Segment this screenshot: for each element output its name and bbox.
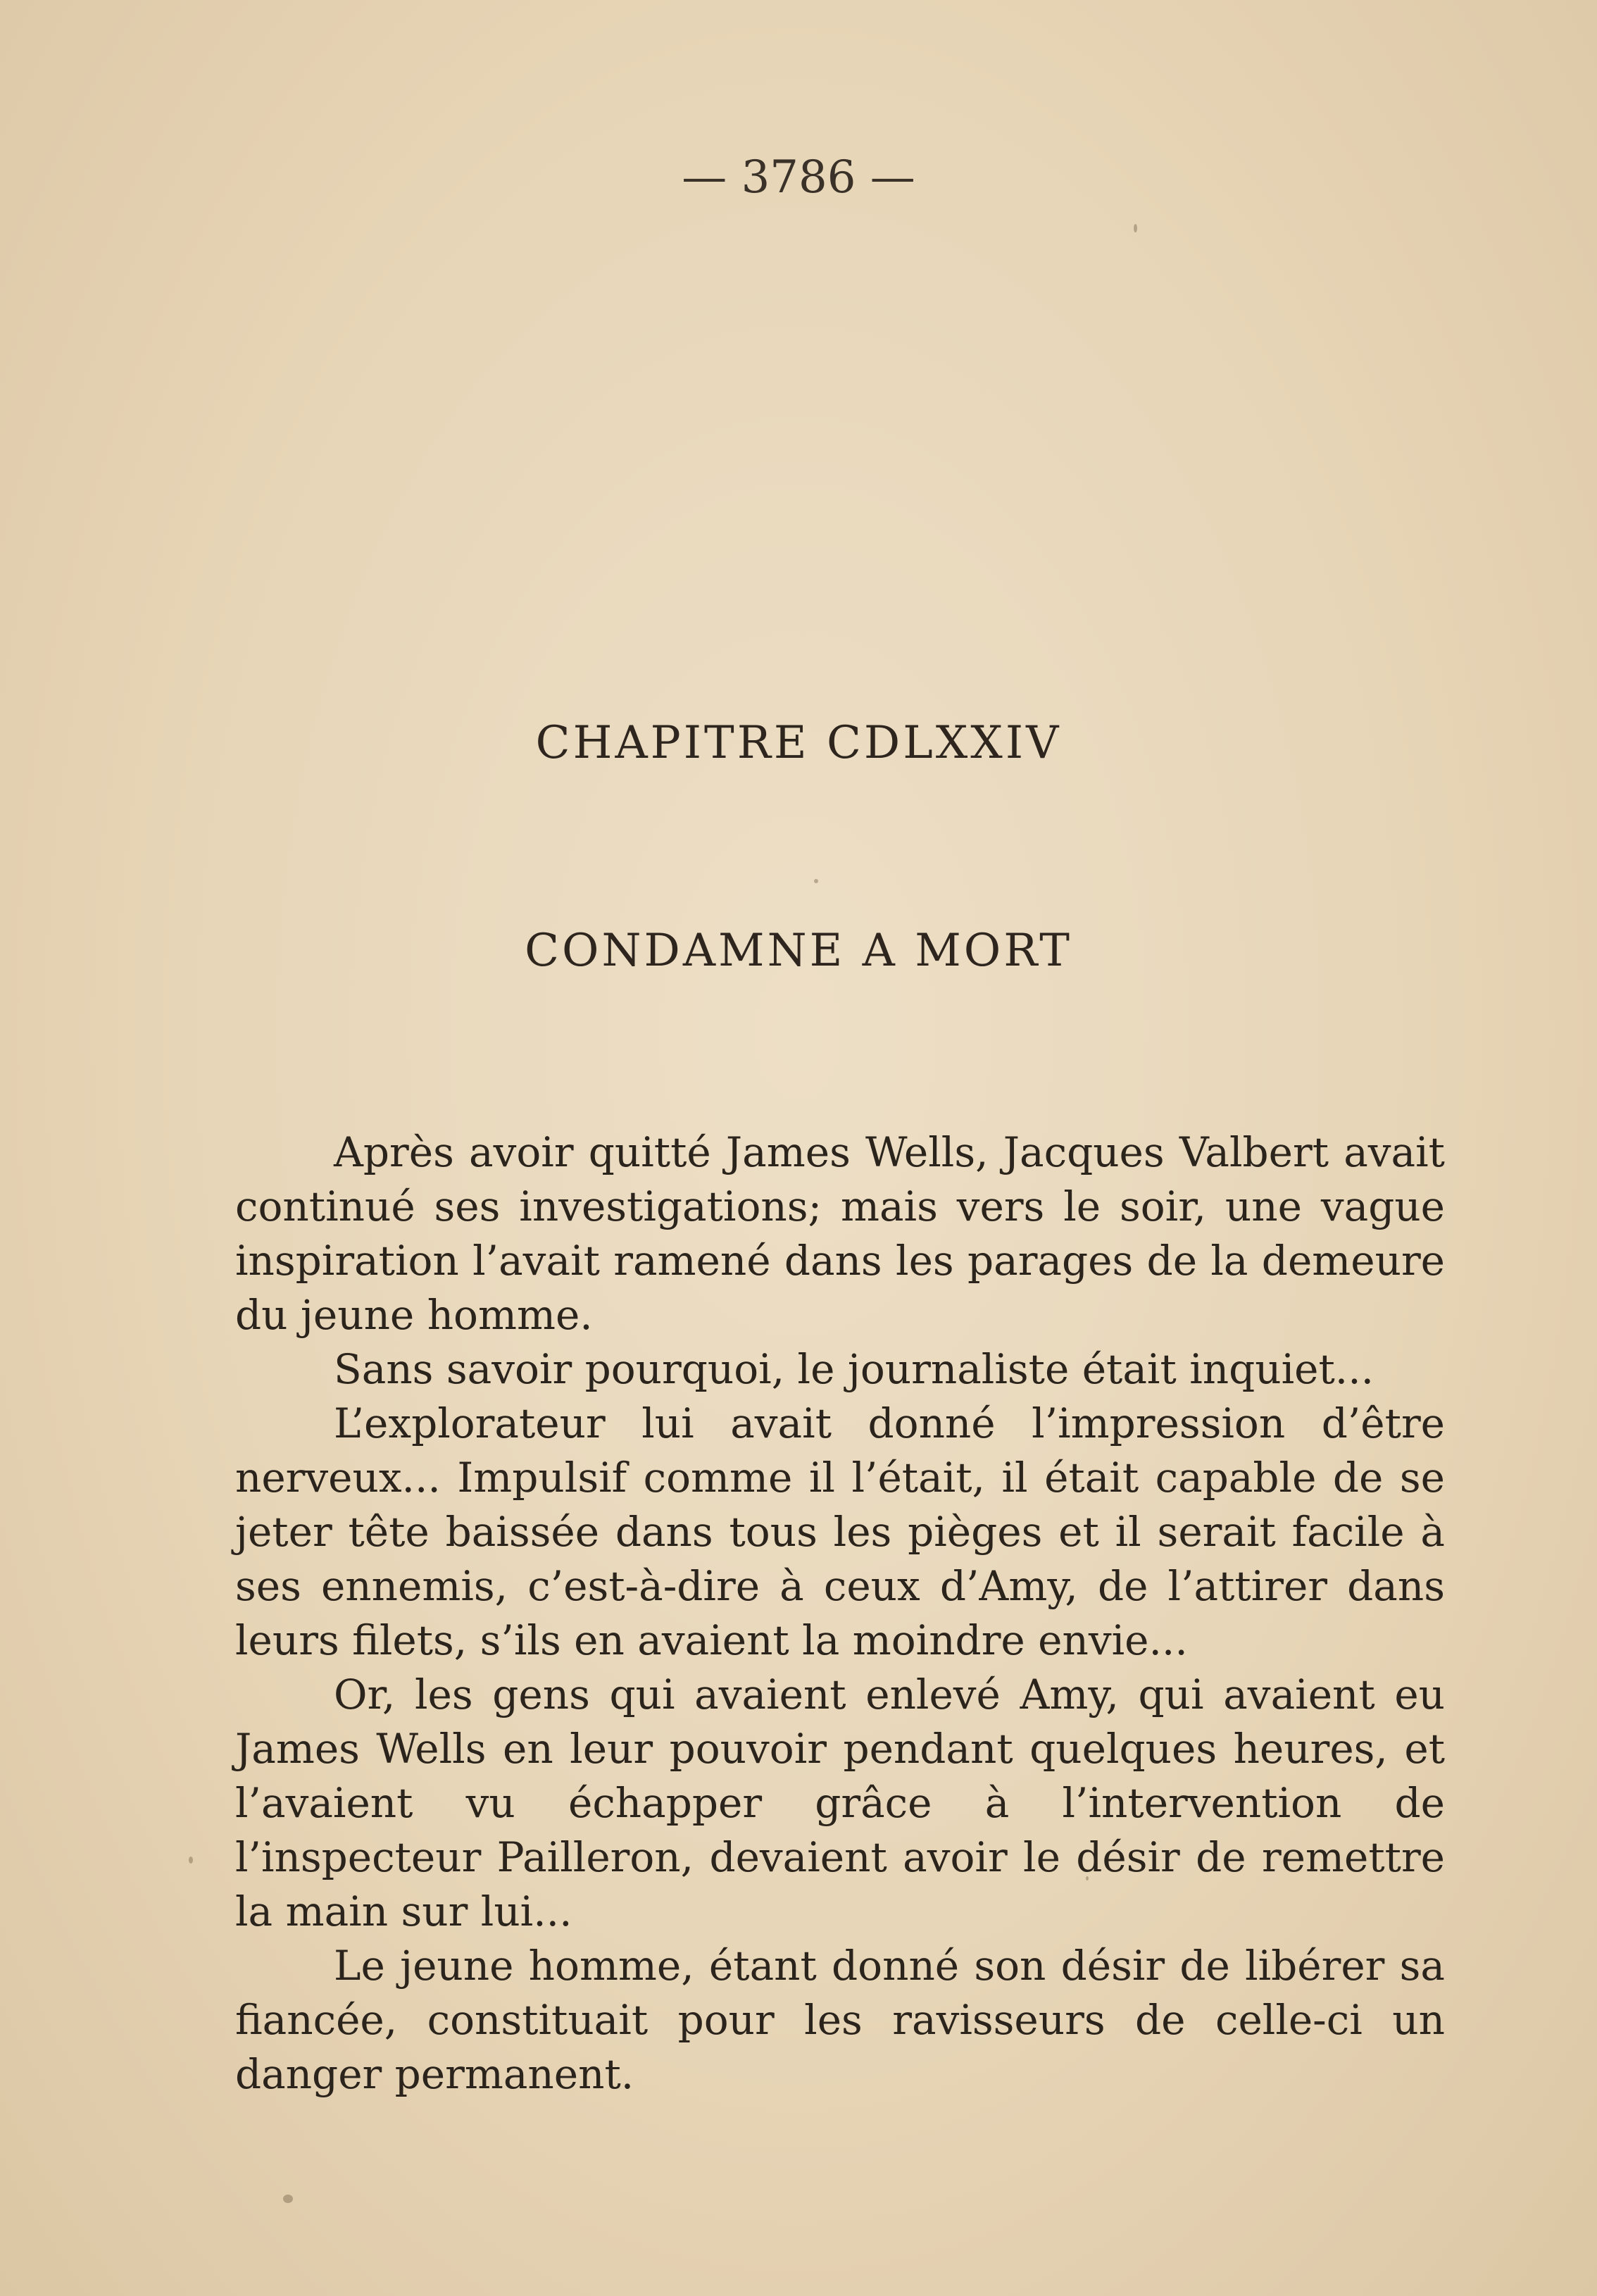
paper-speck — [814, 879, 818, 883]
paragraph: Après avoir quitté James Wells, Jacques Valbert avait continué ses investigations; mais vers le soir, une vague inspiration l’avait ramené dans les parages de la demeure du jeune homme. — [235, 1128, 1445, 1339]
paragraph: Or, les gens qui avaient enlevé Amy, qui avaient eu James Wells en leur pouvoir pendant quelques heures, et l’avaient vu échapper grâce à l’intervention de l’inspecteur Pailleron, devaient avoir le désir de remettre la main sur lui... — [235, 1671, 1445, 1935]
page-number: — 3786 — — [682, 151, 915, 204]
paragraph: L’explorateur lui avait donné l’impression d’être nerveux... Impulsif comme il l’était, il était capable de se jeter tête baissée dans tous les pièges et il serait facile à ses ennemis, c’est-à-dire à ceux d’Amy, de l’attirer dans leurs filets, s’ils en avaient la moindre envie... — [235, 1399, 1445, 1664]
chapter-title: CONDAMNE A MORT — [525, 925, 1072, 977]
paper-speck — [283, 2195, 293, 2203]
paragraph: Sans savoir pourquoi, le journaliste était inquiet... — [334, 1345, 1374, 1393]
body-text — [235, 1125, 1445, 2102]
paper-speck — [189, 1857, 193, 1864]
chapter-heading: CHAPITRE CDLXXIV — [535, 717, 1062, 769]
paper-speck — [1086, 1876, 1089, 1880]
paragraph: Le jeune homme, étant donné son désir de libérer sa fiancée, constituait pour les ravisseurs de celle-ci un danger permanent. — [235, 1942, 1445, 2098]
paper-speck — [1134, 224, 1137, 232]
